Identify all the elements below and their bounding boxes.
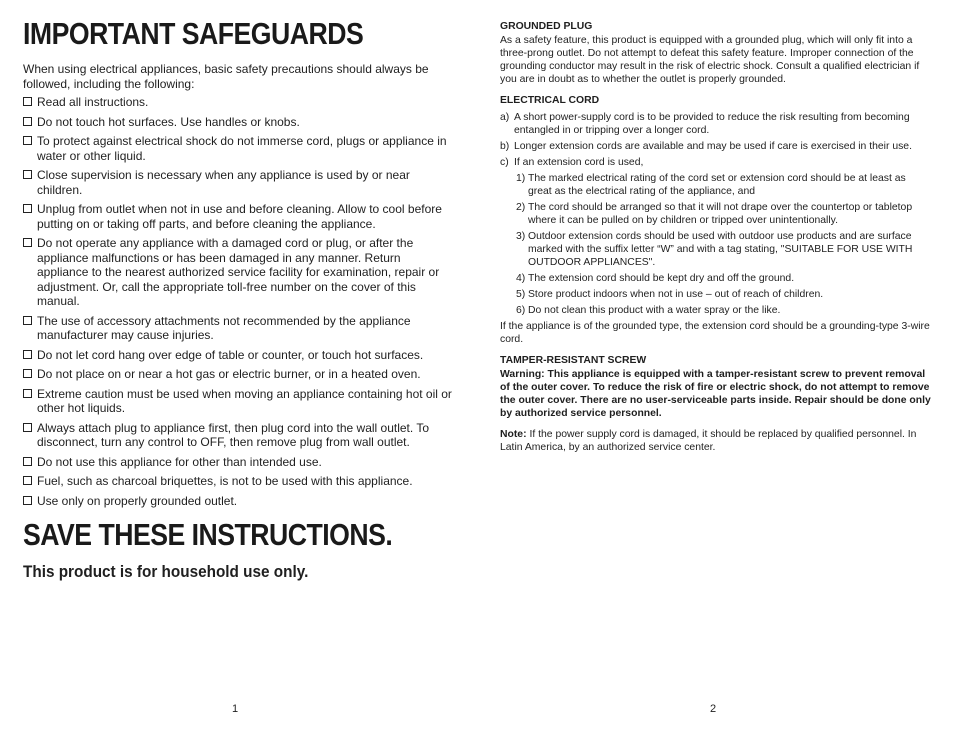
list-item: 6) Do not clean this product with a water spray or the like. xyxy=(516,305,781,316)
list-item: Unplug from outlet when not in use and before cleaning. Allow to cool before putting on or taking off parts, and before cleaning the appliance. xyxy=(23,202,455,231)
list-item: Always attach plug to appliance first, then plug cord into the wall outlet. To disconnect, turn any control to OFF, then remove plug from wall outlet. xyxy=(23,421,455,450)
list-item: 5) Store product indoors when not in use – out of reach of children. xyxy=(516,289,824,300)
tamper-warning: Warning: This appliance is equipped with a tamper-resistant screw to prevent removal of the outer cover. To reduce the risk of fire or electric shock, do not attempt to remove the outer cover. There are no user-serviceable parts inside. Repair should be done only by authorized service personnel. xyxy=(500,369,931,419)
right-column xyxy=(500,20,932,454)
checkbox-icon xyxy=(23,423,32,432)
checkbox-icon xyxy=(23,204,32,213)
checkbox-icon xyxy=(23,389,32,398)
list-item: Extreme caution must be used when moving an appliance containing hot oil or other hot liquids. xyxy=(23,387,455,416)
note-text: If the power supply cord is damaged, it should be replaced by qualified personnel. In Latin America, by an authorized service center. xyxy=(500,429,917,453)
list-item: Do not touch hot surfaces. Use handles or knobs. xyxy=(23,115,455,130)
list-item: 2) The cord should be arranged so that it will not drape over the countertop or tabletop where it can be pulled on by children or tripped over unintentionally. xyxy=(516,202,913,226)
list-item: Do not use this appliance for other than intended use. xyxy=(23,455,455,470)
list-item: 1) The marked electrical rating of the cord set or extension cord should be at least as great as the electrical rating of the appliance, and xyxy=(516,173,906,197)
list-item: Do not let cord hang over edge of table or counter, or touch hot surfaces. xyxy=(23,348,455,363)
list-item: The use of accessory attachments not recommended by the appliance manufacturer may cause injuries. xyxy=(23,314,455,343)
extension-cord-footer: If the appliance is of the grounded type, the extension cord should be a grounding-type 3-wire cord. xyxy=(500,321,930,345)
list-item: Fuel, such as charcoal briquettes, is not to be used with this appliance. xyxy=(23,474,455,489)
list-item: a) A short power-supply cord is to be provided to reduce the risk resulting from becoming entangled in or tripping over a longer cord. xyxy=(500,112,910,136)
list-item: 3) Outdoor extension cords should be used with outdoor use products and are surface marked with the suffix letter “W” and with a tag stating, "SUITABLE FOR USE WITH OUTDOOR APPLIANCES". xyxy=(516,231,913,268)
safeguards-list xyxy=(23,95,455,513)
list-item: Do not operate any appliance with a damaged cord or plug, or after the appliance malfunctions or has been damaged in any manner. Return appliance to the nearest authorized service facility for examination, repair or adjustment. Or, call the appropriate toll-free number on the cover of this manual. xyxy=(23,236,455,309)
household-use-note: This product is for household use only. xyxy=(23,562,309,581)
checkbox-icon xyxy=(23,136,32,145)
electrical-cord-heading: ELECTRICAL CORD xyxy=(500,95,600,106)
page-title: IMPORTANT SAFEGUARDS xyxy=(23,16,364,51)
checkbox-icon xyxy=(23,117,32,126)
list-item: 4) The extension cord should be kept dry and off the ground. xyxy=(516,273,795,284)
list-item: To protect against electrical shock do not immerse cord, plugs or appliance in water or other liquid. xyxy=(23,134,455,163)
checkbox-icon xyxy=(23,496,32,505)
checkbox-icon xyxy=(23,457,32,466)
checkbox-icon xyxy=(23,369,32,378)
grounded-plug-text: As a safety feature, this product is equipped with a grounded plug, which will only fit into a three-prong outlet. Do not attempt to defeat this safety feature. Improper connection of the grounding conductor may result in the risk of electric shock. Consult a qualified electrician if you are in doubt as to whether the outlet is properly grounded. xyxy=(500,35,920,85)
list-item: c) If an extension cord is used, xyxy=(500,157,644,168)
checkbox-icon xyxy=(23,170,32,179)
note-paragraph xyxy=(500,428,932,454)
checkbox-icon xyxy=(23,316,32,325)
list-item: Close supervision is necessary when any appliance is used by or near children. xyxy=(23,168,455,197)
checkbox-icon xyxy=(23,476,32,485)
save-instructions-title: SAVE THESE INSTRUCTIONS. xyxy=(23,517,393,552)
checkbox-icon xyxy=(23,350,32,359)
tamper-resistant-heading: TAMPER-RESISTANT SCREW xyxy=(500,355,647,366)
grounded-plug-heading: GROUNDED PLUG xyxy=(500,21,593,32)
checkbox-icon xyxy=(23,97,32,106)
list-item: b) Longer extension cords are available and may be used if care is exercised in their use. xyxy=(500,141,912,152)
list-item: Read all instructions. xyxy=(23,95,455,110)
checkbox-icon xyxy=(23,238,32,247)
list-item: Use only on properly grounded outlet. xyxy=(23,494,455,509)
intro-text: When using electrical appliances, basic safety precautions should always be followed, including the following: xyxy=(23,62,429,91)
page-number: 1 xyxy=(232,703,239,715)
list-item: Do not place on or near a hot gas or electric burner, or in a heated oven. xyxy=(23,367,455,382)
page-number: 2 xyxy=(710,703,717,715)
note-label: Note: xyxy=(500,429,527,440)
right-page xyxy=(477,0,954,738)
